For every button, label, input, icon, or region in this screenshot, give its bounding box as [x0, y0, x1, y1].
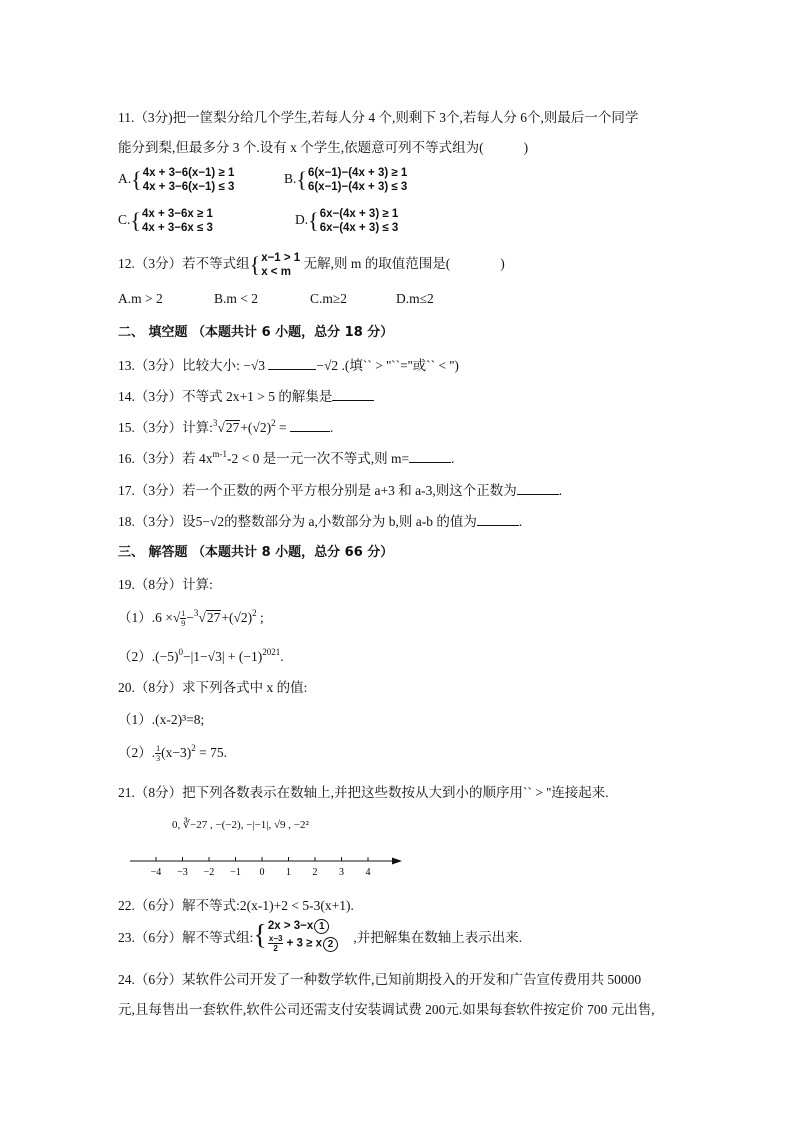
number-line-tick-label: 4	[365, 867, 371, 878]
q16-answer-blank[interactable]	[409, 450, 451, 463]
number-line	[126, 850, 406, 880]
q14-answer-blank[interactable]	[332, 388, 374, 401]
q19-part2: $(2).(-5)^0-|1-√3| + (-1)^{2021}$.	[118, 647, 284, 664]
number-line-arrow-icon	[392, 858, 402, 865]
q19-head: 19.（8分）计算:	[118, 577, 213, 592]
q11-line1: 11.（3分)把一筐梨分给几个学生,若每人分 4 个,则剩下 3个,若每人分 6个,则最后一个同学	[118, 110, 639, 125]
number-line-tick-label: −3	[177, 867, 188, 878]
section-3-heading: 三、 解答题 （本题共计 8 小题，总分 66 分）	[118, 545, 394, 560]
q19-part1: （1）.6 ×√ $\frac{1}{9}$ $-^3√27+(√2)^2$ ;	[118, 608, 264, 629]
q18: 18.（3分）设5−√2的整数部分为 a,小数部分为 b,则 a-b 的值为 .	[118, 514, 523, 529]
number-line-tick-label: −2	[203, 867, 215, 878]
q18-answer-blank[interactable]	[477, 513, 519, 526]
q16: 16.（3分）若 $4x^{m-1}-2 < 0$ 是一元一次不等式,则 m= .	[118, 449, 455, 466]
q13-answer-blank[interactable]	[268, 357, 316, 370]
number-line-tick-label: 3	[339, 867, 344, 878]
number-line-tick-label: 1	[286, 867, 291, 878]
q11-option-b: B.{ 6(x−1)−(4x + 3) ≥ 1 6(x−1)−(4x + 3) ≤ 3	[284, 167, 408, 193]
q12-option-d: D.m≤2	[396, 291, 434, 306]
q11-line2: 能分到梨,但最多分 3 个.设有 x 个学生,依题意可列不等式组为( )	[118, 140, 529, 155]
q24-line2: 元,且每售出一套软件,软件公司还需支付安装调试费 200元.如果每套软件按定价 700 元出售,	[118, 1002, 655, 1017]
section-2-heading: 二、 填空题 （本题共计 6 小题，总分 18 分）	[118, 325, 394, 340]
q13: 13.（3分）比较大小: −√3 −√2 .(填`` > ''``=''或`` < '')	[118, 358, 459, 373]
q22: 22.（6分）解不等式:2(x-1)+2 < 5-3(x+1).	[118, 898, 354, 913]
q17-answer-blank[interactable]	[517, 482, 559, 495]
number-line-tick-label: −1	[230, 867, 241, 878]
q15: 15.（3分）计算$:^3√27+(√2)^2$ = .	[118, 418, 334, 435]
q21-number-list: 0, ∛−27 , −(−2), −|−1|, √9 , −2²	[172, 819, 309, 831]
q20-head: 20.（8分）求下列各式中 x 的值:	[118, 680, 308, 695]
q11-option-d: D.{ 6x−(4x + 3) ≥ 1 6x−(4x + 3) ≤ 3	[295, 208, 399, 234]
q11-option-c: C.{ 4x + 3−6x ≥ 1 4x + 3−6x ≤ 3	[118, 208, 213, 234]
number-line-tick-label: 2	[312, 867, 318, 878]
q23: 23.（6分）解不等式组:{ 2x > 3−x 1 $\frac{x-3}{2}$ + 3 ≥ x 2 ,并把解集在数轴上表示出来.	[118, 920, 523, 953]
q12-option-a: A.m > 2	[118, 291, 163, 306]
q12-stem: 12.（3分）若不等式组{ x−1 > 1 x < m 无解,则 m 的取值范围是( )	[118, 252, 505, 278]
q14: 14.（3分）不等式 2x+1 > 5 的解集是	[118, 385, 374, 405]
number-line-tick-label: −4	[150, 867, 162, 878]
q17: 17.（3分）若一个正数的两个平方根分别是 a+3 和 a-3,则这个正数为 .	[118, 483, 563, 498]
q15-answer-blank[interactable]	[290, 419, 330, 432]
q21-stem: 21.（8分）把下列各数表示在数轴上,并把这些数按从大到小的顺序用`` > ''连接起来.	[118, 785, 609, 800]
q24-line1: 24.（6分）某软件公司开发了一种数学软件,已知前期投入的开发和广告宣传费用共 50000	[118, 972, 642, 987]
q12-option-c: C.m≥2	[310, 291, 348, 306]
q20-part2: （2）. $\frac{1}{3}$ $(x-3)^2 = 75$.	[118, 743, 227, 764]
q11-option-a: A.{ 4x + 3−6(x−1) ≥ 1 4x + 3−6(x−1) ≤ 3	[118, 167, 235, 193]
number-line-tick-label: 0	[259, 867, 265, 878]
q12-option-b: B.m < 2	[214, 291, 258, 306]
q20-part1: （1）.(x-2)³=8;	[118, 712, 205, 727]
